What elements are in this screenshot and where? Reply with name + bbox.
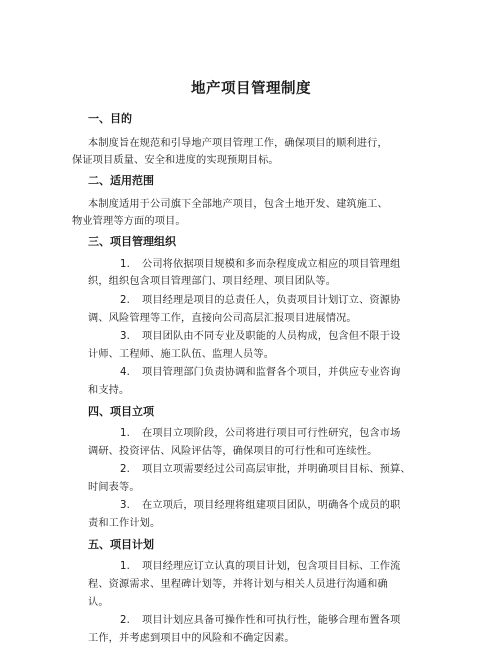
section-heading-initiation: 四、项目立项 [88, 405, 154, 418]
list-item-text: 项目立项需要经过公司高层审批，并明确项目目标、预算、 [142, 464, 411, 475]
list-item-line [120, 291, 400, 306]
list-item-text: 在立项后，项目经理将组建项目团队，明确各个成员的职 [142, 500, 401, 511]
list-item-text: 项目计划应具备可操作性和可执行性，能够合理布置各项 [142, 615, 401, 626]
section-heading-purpose: 一、目的 [88, 112, 132, 125]
list-item-line [120, 496, 400, 511]
list-item-line [120, 424, 400, 439]
section-heading-plan: 五、项目计划 [88, 538, 154, 551]
list-item-text: 公司将依据项目规模和多而杂程度成立相应的项目管理组 [142, 259, 401, 270]
list-item-text: 项目团队由不同专业及职能的人员构成，包含但不限于设 [142, 331, 401, 342]
list-number: 2. [120, 464, 131, 475]
list-item-line: 织，组织包含项目管理部门、项目经理、项目团队等。 [88, 276, 337, 287]
list-item-line: 工作，并考虑到项目中的风险和不确定因素。 [88, 633, 295, 644]
list-number: 1. [120, 561, 131, 572]
list-item-text: 在项目立项阶段，公司将进行项目可行性研究，包含市场 [142, 428, 401, 439]
list-item-line: 计师、工程师、施工队伍、监理人员等。 [88, 349, 275, 360]
list-number: 3. [120, 500, 131, 511]
list-item-line: 调、风险管理等工作，直接向公司高层汇报项目进展情况。 [88, 313, 357, 324]
list-item-line [120, 557, 400, 572]
list-item-line: 时间表等。 [88, 482, 140, 493]
list-item-line [120, 611, 400, 626]
list-item-line [120, 363, 400, 378]
list-item-line: 认。 [88, 597, 109, 608]
list-item-line: 责和工作计划。 [88, 518, 161, 529]
list-number: 4. [120, 367, 131, 378]
list-item-line: 程、资源需求、里程碑计划等，并将计划与相关人员进行沟通和确 [88, 579, 388, 590]
list-number: 3. [120, 331, 131, 342]
paragraph-line: 物业管理等方面的项目。 [72, 216, 186, 227]
list-item-line: 调研、投资评估、风险评估等，确保项目的可行性和可连续性。 [88, 446, 378, 457]
section-heading-organization: 三、项目管理组织 [88, 235, 176, 248]
list-item-text: 项目经理是项目的总责任人，负责项目计划订立、资源协 [142, 295, 401, 306]
document-title: 地产项目管理制度 [191, 81, 311, 97]
list-item-line [120, 460, 411, 475]
list-number: 1. [120, 428, 131, 439]
list-item-text: 项目经理应订立认真的项目计划，包含项目目标、工作流 [142, 561, 401, 572]
paragraph-line: 本制度适用于公司旗下全部地产项目，包含土地开发、建筑施工、 [88, 199, 388, 210]
list-item-line [120, 255, 400, 270]
list-number: 2. [120, 295, 131, 306]
list-item-line: 和支持。 [88, 385, 130, 396]
list-number: 1. [120, 259, 131, 270]
paragraph-line: 本制度旨在规范和引导地产项目管理工作，确保项目的顺利进行， [88, 138, 388, 149]
paragraph-line: 保证项目质量、安全和进度的实现预期目标。 [72, 155, 279, 166]
list-item-line [120, 327, 400, 342]
list-item-text: 项目管理部门负责协调和监督各个项目，并供应专业咨询 [142, 367, 401, 378]
list-number: 2. [120, 615, 131, 626]
section-heading-scope: 二、适用范围 [88, 174, 154, 187]
